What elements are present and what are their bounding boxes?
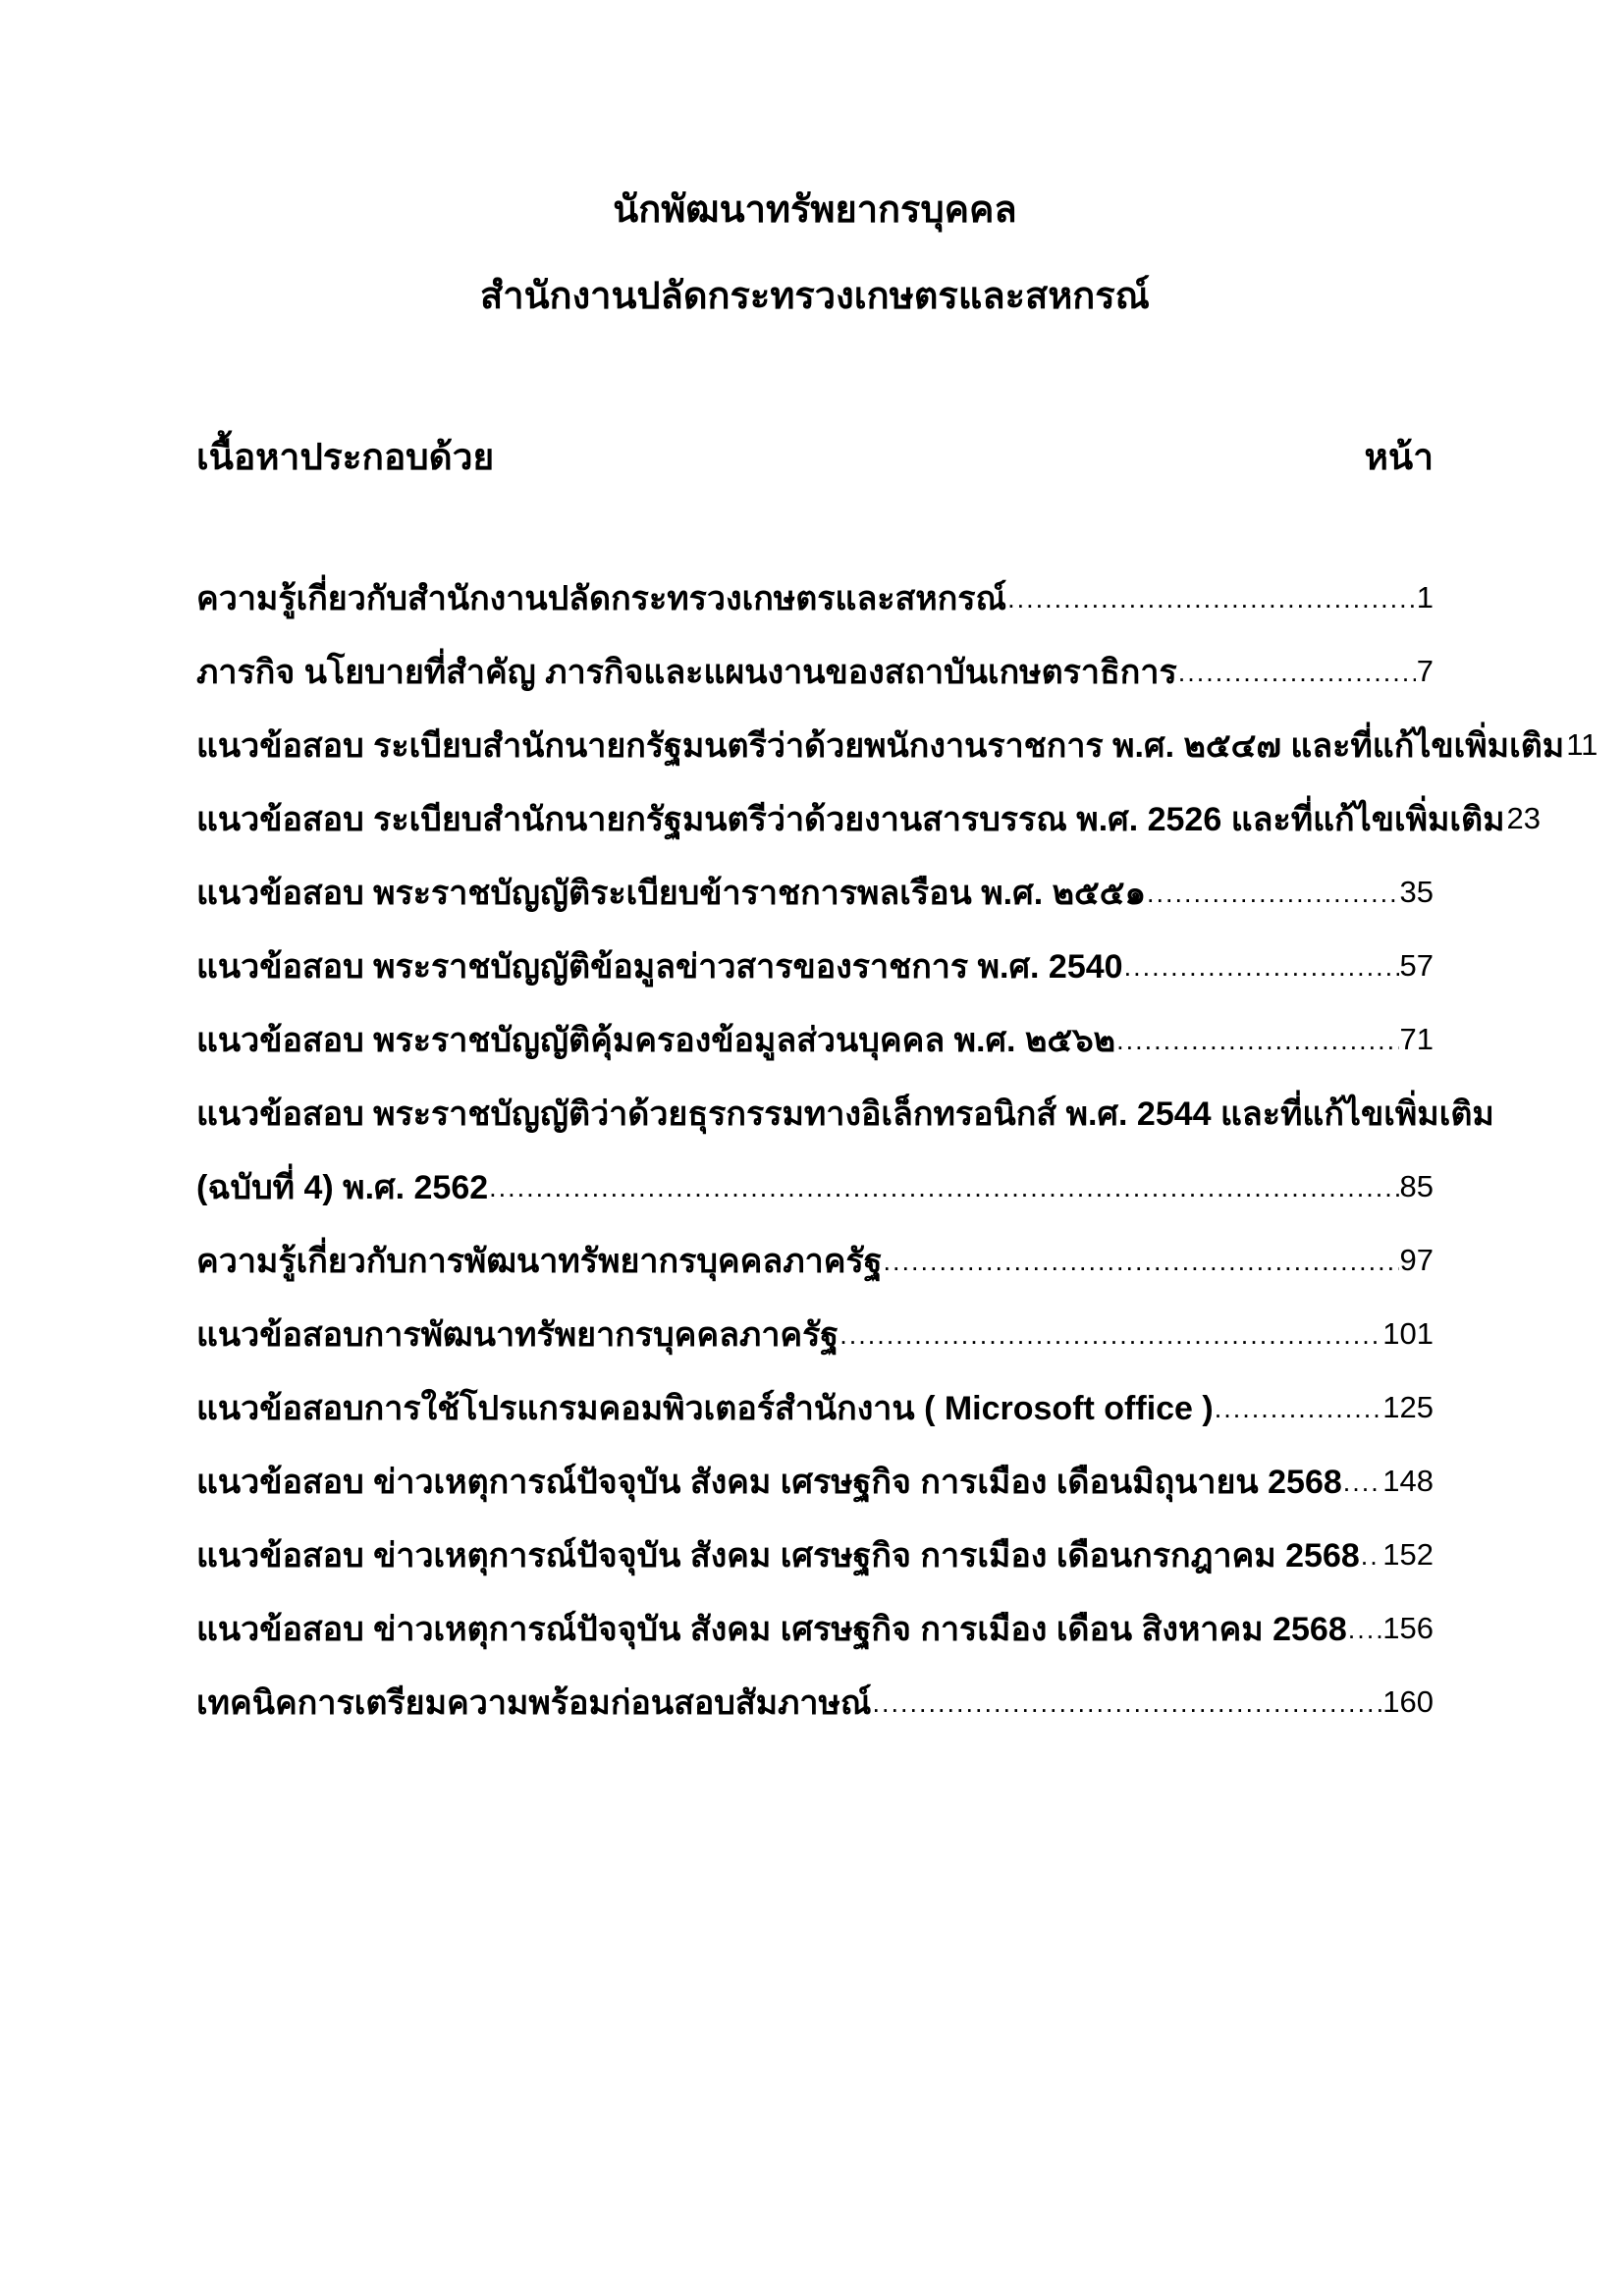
toc-entry-page: 148 — [1382, 1463, 1434, 1498]
toc-entry-page: 156 — [1382, 1610, 1434, 1645]
toc-entry — [196, 855, 1434, 929]
toc-entry-page: 1 — [1416, 579, 1434, 614]
dot-leader — [1361, 1541, 1381, 1572]
toc-entry-title: แนวข้อสอบการใช้โปรแกรมคอมพิวเตอร์สำนักงาน ( Microsoft office ) — [196, 1389, 1214, 1427]
doc-title-line1: นักพัฒนาทรัพยากรบุคคล — [613, 189, 1017, 231]
toc-entry-page: 23 — [1506, 800, 1542, 835]
dot-leader — [1343, 1468, 1382, 1498]
toc-entry-title: ความรู้เกี่ยวกับสำนักงานปลัดกระทรวงเกษตรและสหกรณ์ — [196, 579, 1007, 617]
toc-entry-page: 57 — [1399, 947, 1434, 983]
toc-entry-title: ความรู้เกี่ยวกับการพัฒนาทรัพยากรบุคคลภาครัฐ — [196, 1242, 883, 1280]
toc-entry — [196, 708, 1598, 781]
toc-entry — [196, 1370, 1434, 1444]
toc-entry-page: 97 — [1399, 1242, 1434, 1277]
toc-entry — [196, 1518, 1434, 1591]
toc-entry — [196, 929, 1434, 1002]
toc-entry-title: แนวข้อสอบ ข่าวเหตุการณ์ปัจจุบัน สังคม เศรษฐกิจ การเมือง เดือนกรกฎาคม 2568 — [196, 1536, 1360, 1575]
toc-entry-title: แนวข้อสอบ ข่าวเหตุการณ์ปัจจุบัน สังคม เศรษฐกิจ การเมือง เดือน สิงหาคม 2568 — [196, 1610, 1347, 1648]
toc-entry — [196, 1297, 1434, 1370]
toc-entry-page: 71 — [1399, 1021, 1434, 1056]
toc-entry-title: แนวข้อสอบ พระราชบัญญัติว่าด้วยธุรกรรมทางอิเล็กทรอนิกส์ พ.ศ. 2544 และที่แก้ไขเพิ่มเติม — [196, 1095, 1494, 1133]
toc-entry-page: 35 — [1399, 874, 1434, 909]
doc-title-line2: สำนักงานปลัดกระทรวงเกษตรและสหกรณ์ — [480, 276, 1150, 317]
dot-leader — [884, 1247, 1399, 1277]
toc-entry-wrap-line1 — [196, 1076, 1494, 1149]
toc-entry — [196, 634, 1434, 708]
toc-entry-title: แนวข้อสอบการพัฒนาทรัพยากรบุคคลภาครัฐ — [196, 1315, 839, 1354]
toc-entry-title: แนวข้อสอบ ข่าวเหตุการณ์ปัจจุบัน สังคม เศรษฐกิจ การเมือง เดือนมิถุนายน 2568 — [196, 1463, 1342, 1501]
dot-leader — [872, 1688, 1381, 1719]
dot-leader — [1215, 1394, 1382, 1424]
table-of-contents — [196, 561, 1598, 1738]
dot-leader — [839, 1320, 1381, 1351]
title-block — [196, 0, 1434, 320]
toc-entry — [196, 561, 1434, 634]
toc-entry-title: แนวข้อสอบ พระราชบัญญัติคุ้มครองข้อมูลส่วนบุคคล พ.ศ. ๒๕๖๒ — [196, 1021, 1116, 1059]
toc-entry — [196, 1223, 1434, 1297]
toc-entry — [196, 781, 1542, 855]
toc-entry-title: แนวข้อสอบ พระราชบัญญัติข้อมูลข่าวสารของราชการ พ.ศ. 2540 — [196, 947, 1123, 986]
toc-entry-title: แนวข้อสอบ พระราชบัญญัติระเบียบข้าราชการพลเรือน พ.ศ. ๒๕๕๑ — [196, 874, 1147, 912]
dot-leader — [1007, 584, 1416, 614]
page-column-label: หน้า — [1364, 437, 1434, 477]
toc-entry-page: 152 — [1382, 1536, 1434, 1572]
toc-entry — [196, 1591, 1434, 1665]
toc-entry — [196, 1665, 1434, 1738]
dot-leader — [1178, 658, 1416, 688]
toc-entry-page: 85 — [1399, 1168, 1434, 1203]
toc-entry-title: (ฉบับที่ 4) พ.ศ. 2562 — [196, 1168, 489, 1206]
toc-entry — [196, 1002, 1434, 1076]
toc-entry-page: 125 — [1382, 1389, 1434, 1424]
toc-entry-wrap-line2 — [196, 1149, 1434, 1223]
dot-leader — [1124, 952, 1399, 983]
toc-entry — [196, 1444, 1434, 1518]
toc-entry-title: ภารกิจ นโยบายที่สำคัญ ภารกิจและแผนงานของสถาบันเกษตราธิการ — [196, 653, 1177, 691]
toc-entry-page: 160 — [1382, 1683, 1434, 1719]
toc-entry-page: 101 — [1382, 1315, 1434, 1351]
toc-entry-title: แนวข้อสอบ ระเบียบสำนักนายกรัฐมนตรีว่าด้วยพนักงานราชการ พ.ศ. ๒๕๔๗ และที่แก้ไขเพิ่มเติม — [196, 726, 1565, 765]
contents-label: เนื้อหาประกอบด้วย — [196, 437, 495, 477]
toc-entry-title: เทคนิคการเตรียมความพร้อมก่อนสอบสัมภาษณ์ — [196, 1683, 872, 1722]
dot-leader — [1348, 1615, 1382, 1645]
dot-leader — [1147, 879, 1398, 909]
contents-header — [196, 428, 1434, 486]
toc-entry-page: 11 — [1566, 726, 1598, 762]
dot-leader — [489, 1173, 1398, 1203]
toc-entry-title: แนวข้อสอบ ระเบียบสำนักนายกรัฐมนตรีว่าด้วยงานสารบรรณ พ.ศ. 2526 และที่แก้ไขเพิ่มเติม — [196, 800, 1505, 838]
toc-entry-page: 7 — [1416, 653, 1434, 688]
dot-leader — [1116, 1026, 1398, 1056]
